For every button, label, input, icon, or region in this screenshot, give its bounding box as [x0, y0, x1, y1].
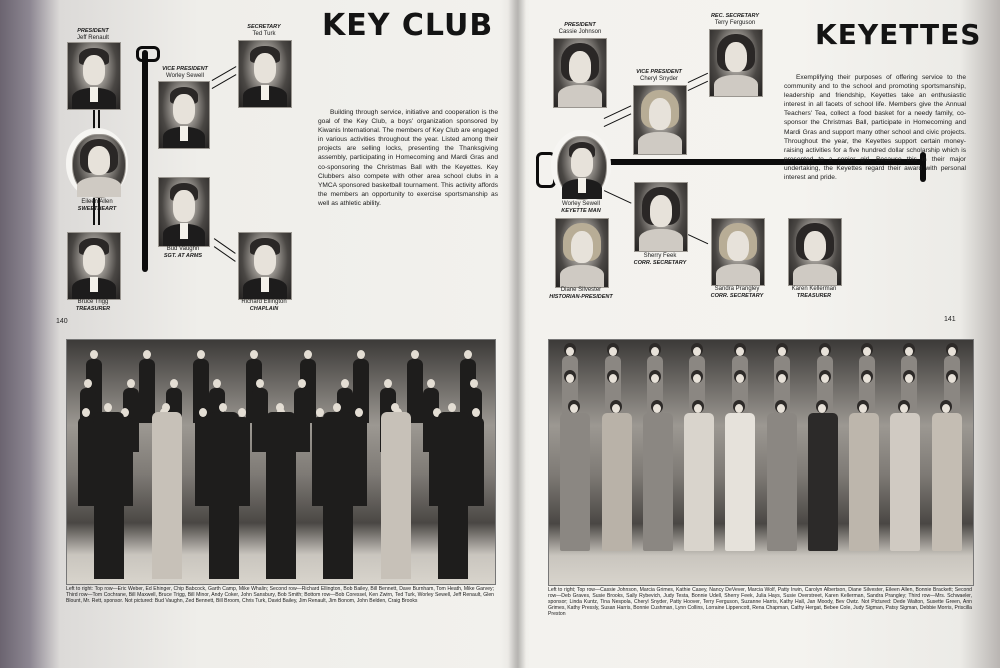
officer-caption: Bruce Trigg TREASURER: [75, 299, 111, 312]
officer-caption: VICE PRESIDENT Cheryl Snyder: [636, 69, 682, 82]
officer-caption: Diane Silvester HISTORIAN-PRESIDENT: [549, 287, 613, 300]
officer-caption: VICE PRESIDENT Worley Sewell: [162, 66, 208, 79]
officer-caption: Eileen Allen SWEETHEART: [77, 199, 117, 212]
connector-bracket: [142, 50, 148, 272]
officer-portrait: [634, 182, 688, 252]
officer-portrait: [709, 29, 763, 97]
officer-portrait: [238, 232, 292, 300]
officer-portrait: [158, 81, 210, 149]
keyettes-group-caption: Left to right; Top row—Cassie Johnson, Marcia Grimes, Kathie Casey, Nancy DeVever, Marcia Wolf, Patty Irwin, Carolyn Albertson, Diane Silvester, Eileen Allen, Bonnie Brackett; Second row—Deb Graves, Susie Brooks, Sally Rybevich, Judy Testa, Bonnie Udell, Sherry Feek, Julia Hays, Susie Overstreet, Karen Kellerman, Sandra Prangley; Third row—Mrs. Schwaeler, sponsor; Linda Kuntz, Tina Nespola, Cheryl Snyder, Patty Hoover, Terry Ferguson, Suzanne Harris, Kathy Hall, Jan Moody, Bev Owtz. Not Pictured: Dede Walton, Susette Green, Ann Grimes, Kathy Pressly, Susan Harris, Bonnie Cushman, Lynn Collins, Lorraine Lippencott, Rena Chapman, Cathy Hergat, Bebee Cole, Judy Sigman, Patsy Sigman, Debbie Morris, Priscilla Preston: [548, 587, 972, 618]
officer-portrait: [238, 40, 292, 108]
page-gutter: [508, 0, 526, 668]
officer-caption: PRESIDENT Cassie Johnson: [558, 22, 602, 35]
page-number-right: 141: [944, 316, 956, 323]
officer-caption: Richard Ellington CHAPLAIN: [241, 299, 287, 312]
officer-portrait: [711, 218, 765, 286]
connector-line: [604, 105, 632, 119]
officer-portrait: [72, 134, 126, 198]
officer-portrait: [555, 218, 609, 288]
officer-caption: Bud Vaughn SGT. AT ARMS: [163, 246, 203, 259]
page-number-left: 140: [56, 318, 68, 325]
officer-portrait: [553, 38, 607, 108]
officer-caption: SECRETARY Ted Turk: [247, 24, 281, 37]
officer-portrait: [557, 136, 607, 200]
key-club-group-photo: [66, 339, 496, 585]
connector-bracket-top: [136, 46, 160, 62]
officer-caption: Sandra Prangley CORR. SECRETARY: [710, 286, 764, 299]
officer-caption: Worley Sewell KEYETTE MAN: [561, 201, 601, 214]
officer-portrait: [633, 85, 687, 155]
officer-portrait: [67, 42, 121, 110]
officer-caption: PRESIDENT Jeff Renault: [77, 28, 109, 41]
officer-portrait: [67, 232, 121, 300]
key-club-description: Building through service, initiative and cooperation is the goal of the Key Club, a boys' organization sponsored by Kiwanis International. The members of Key Club are engaged in various activities throughout the year. Listed among their projects are selling locks, presenting the Thanksgiving assembly, participating in Homecoming and Mardi Gras and co-sponsoring the Christmas Ball with the Keyettes. Key Clubbers also compete with other area school clubs in a YMCA sponsored basketball tournament. This activity affords the members an opportunity to exercise sportsmanship as well as athletic ability.: [318, 109, 498, 207]
officer-portrait: [158, 177, 210, 247]
key-club-title: KEY CLUB: [322, 8, 494, 43]
keyettes-title: KEYETTES: [815, 18, 982, 51]
officer-caption: Karen Kellerman TREASURER: [791, 286, 837, 299]
officer-caption: REC. SECRETARY Terry Ferguson: [710, 13, 760, 26]
keyettes-description: Exemplifying their purposes of offering service to the community and to the school and promoting sportsmanship, leadership and friendship, Keyettes take an enthusiastic interest in all facets of school life. Members give the Annual Teachers' Tea, collect a food basket for a needy family, co-sponsor the Christmas Ball, participate in Homecoming and Mardi Gras and support many other school and civic projects. Throughout the year, the Keyettes support certain money-raising activities for a five hundred dollar scholarship which is presented to a senior girl. Because this is their major undertaking, the Keyettes regard their award with personal interest and pride.: [784, 74, 966, 182]
connector-line: [98, 108, 100, 130]
connector-line: [93, 108, 95, 130]
connector-line: [688, 234, 709, 245]
officer-caption: Sherry Feek CORR. SECRETARY: [633, 253, 687, 266]
keyettes-group-photo: [548, 339, 974, 586]
officer-portrait: [788, 218, 842, 286]
key-club-group-caption: Left to right: Top row—Eric Weber, Ed Ehinger, Chip Babcock, Garth Camp, Mike Whalin; Second row—Richard Ellington, Bob Bailey, Bill Bennett, Dave Burnham, Tom Heath, Mike Garvey; Third row—Tom Cochrane, Bill Maxwell, Bruce Trigg, Bill Minor, Andy Coker, John Sansbury, Bob Smith; Bottom row—Bob Coressel, Ken Zwirn, Ted Turk, Worley Sewell, Jeff Renault, Glen Blount, Mr. Rett, sponsor. Not pictured: Bud Vaughn, Zed Bennett, Bill Broom, Chris Turk, David Bailey, Jim Renault, Jim Bonom, John Belden, Craig Brooks: [66, 586, 494, 605]
